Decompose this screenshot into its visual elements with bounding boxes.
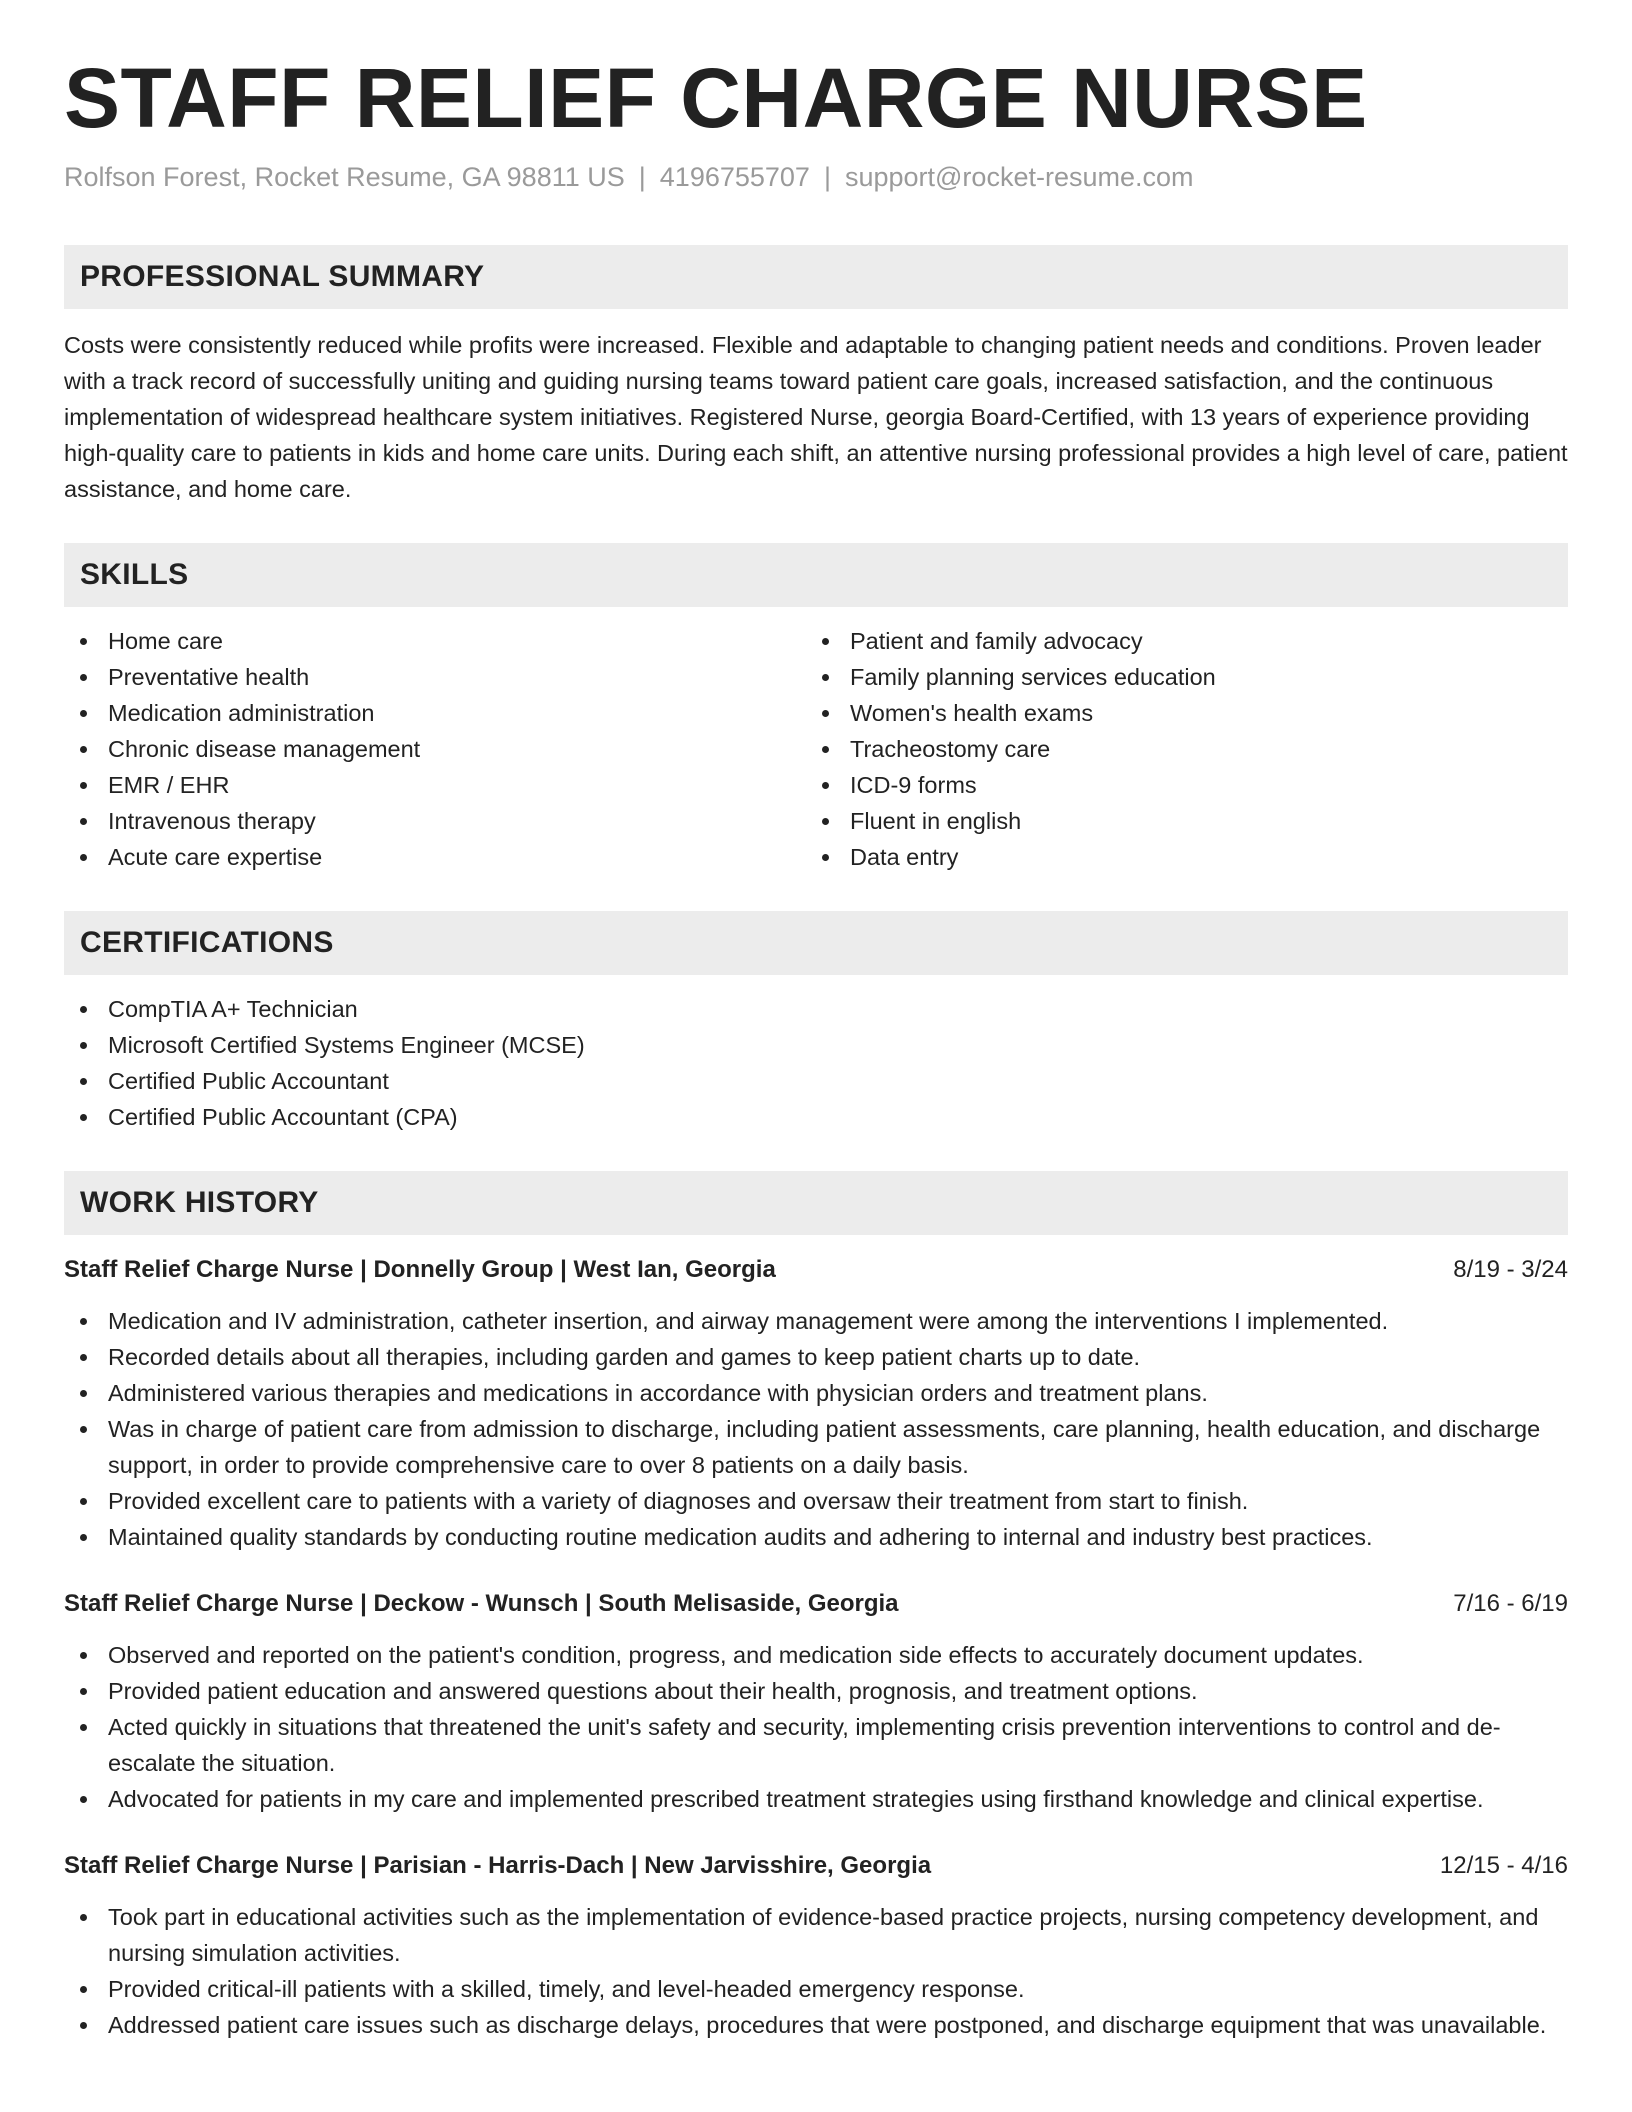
resume-name: STAFF RELIEF CHARGE NURSE <box>64 51 1368 145</box>
job-bullet: Acted quickly in situations that threatened the unit's safety and security, implementing crisis prevention interventions to control and de-escalate the situation. <box>64 1709 1568 1781</box>
job-bullet: Provided critical-ill patients with a skilled, timely, and level-headed emergency response. <box>64 1971 1568 2007</box>
job-bullets <box>64 1899 1568 2043</box>
skills-list <box>64 623 1568 875</box>
contact-separator: | <box>638 162 646 193</box>
job-bullet: Recorded details about all therapies, including garden and games to keep patient charts up to date. <box>64 1339 1568 1375</box>
work-history-section-header: WORK HISTORY <box>64 1171 1568 1235</box>
list-item: Medication administration <box>64 695 806 731</box>
certifications-list <box>64 991 1568 1135</box>
job-bullet: Observed and reported on the patient's condition, progress, and medication side effects to accurately document updates. <box>64 1637 1568 1673</box>
list-item: Intravenous therapy <box>64 803 806 839</box>
job-entry <box>64 1849 1568 2043</box>
job-heading-row <box>64 1587 1568 1621</box>
job-dates: 12/15 - 4/16 <box>1439 1852 1568 1880</box>
list-item: Microsoft Certified Systems Engineer (MCSE) <box>64 1027 1568 1063</box>
job-bullet: Was in charge of patient care from admission to discharge, including patient assessments, care planning, health education, and discharge support, in order to provide comprehensive care to over 8 patients on a daily basis. <box>64 1411 1568 1483</box>
job-entry <box>64 1253 1568 1555</box>
list-item: Patient and family advocacy <box>806 623 1548 659</box>
skills-column-left <box>64 623 806 875</box>
list-item: EMR / EHR <box>64 767 806 803</box>
list-item: Preventative health <box>64 659 806 695</box>
job-bullet: Provided patient education and answered questions about their health, prognosis, and treatment options. <box>64 1673 1568 1709</box>
skills-column-right <box>806 623 1548 875</box>
job-title: Staff Relief Charge Nurse | Donnelly Group | West Ian, Georgia <box>64 1256 776 1284</box>
job-bullet: Addressed patient care issues such as discharge delays, procedures that were postponed, and discharge equipment that was unavailable. <box>64 2007 1568 2043</box>
certifications-section-header: CERTIFICATIONS <box>64 911 1568 975</box>
list-item: Chronic disease management <box>64 731 806 767</box>
list-item: Home care <box>64 623 806 659</box>
contact-email: support@rocket-resume.com <box>844 162 1194 193</box>
list-item: Certified Public Accountant (CPA) <box>64 1099 1568 1135</box>
job-bullet: Maintained quality standards by conducting routine medication audits and adhering to internal and industry best practices. <box>64 1519 1568 1555</box>
contact-separator: | <box>823 162 831 193</box>
list-item: Women's health exams <box>806 695 1548 731</box>
list-item: Data entry <box>806 839 1548 875</box>
job-bullets <box>64 1303 1568 1555</box>
summary-text: Costs were consistently reduced while profits were increased. Flexible and adaptable to changing patient needs and conditions. Proven leader with a track record of successfully uniting and guiding nursing teams toward patient care goals, increased satisfaction, and the continuous implementation of widespread healthcare system initiatives. Registered Nurse, georgia Board-Certified, with 13 years of experience providing high-quality care to patients in kids and home care units. During each shift, an attentive nursing professional provides a high level of care, patient assistance, and home care. <box>64 332 1568 503</box>
job-bullet: Advocated for patients in my care and implemented prescribed treatment strategies using firsthand knowledge and clinical expertise. <box>64 1781 1568 1817</box>
list-item: Certified Public Accountant <box>64 1063 1568 1099</box>
job-bullets <box>64 1637 1568 1817</box>
job-dates: 7/16 - 6/19 <box>1453 1590 1568 1618</box>
list-item: Fluent in english <box>806 803 1548 839</box>
job-bullet: Took part in educational activities such as the implementation of evidence-based practice projects, nursing competency development, and nursing simulation activities. <box>64 1899 1568 1971</box>
job-title: Staff Relief Charge Nurse | Parisian - Harris-Dach | New Jarvisshire, Georgia <box>64 1852 932 1880</box>
job-heading-row <box>64 1253 1568 1287</box>
contact-line <box>64 160 1568 195</box>
list-item: Family planning services education <box>806 659 1548 695</box>
job-title: Staff Relief Charge Nurse | Deckow - Wunsch | South Melisaside, Georgia <box>64 1590 899 1618</box>
job-bullet: Administered various therapies and medications in accordance with physician orders and treatment plans. <box>64 1375 1568 1411</box>
contact-phone: 4196755707 <box>659 162 810 193</box>
job-bullet: Medication and IV administration, catheter insertion, and airway management were among the interventions I implemented. <box>64 1303 1568 1339</box>
list-item: Tracheostomy care <box>806 731 1548 767</box>
job-heading-row <box>64 1849 1568 1883</box>
summary-section-header: PROFESSIONAL SUMMARY <box>64 245 1568 309</box>
contact-address: Rolfson Forest, Rocket Resume, GA 98811 US <box>64 162 625 193</box>
job-bullet: Provided excellent care to patients with a variety of diagnoses and oversaw their treatment from start to finish. <box>64 1483 1568 1519</box>
job-entry <box>64 1587 1568 1817</box>
list-item: CompTIA A+ Technician <box>64 991 1568 1027</box>
skills-section-header: SKILLS <box>64 543 1568 607</box>
list-item: ICD-9 forms <box>806 767 1548 803</box>
job-dates: 8/19 - 3/24 <box>1453 1256 1568 1284</box>
list-item: Acute care expertise <box>64 839 806 875</box>
work-history-list <box>64 1253 1568 2043</box>
